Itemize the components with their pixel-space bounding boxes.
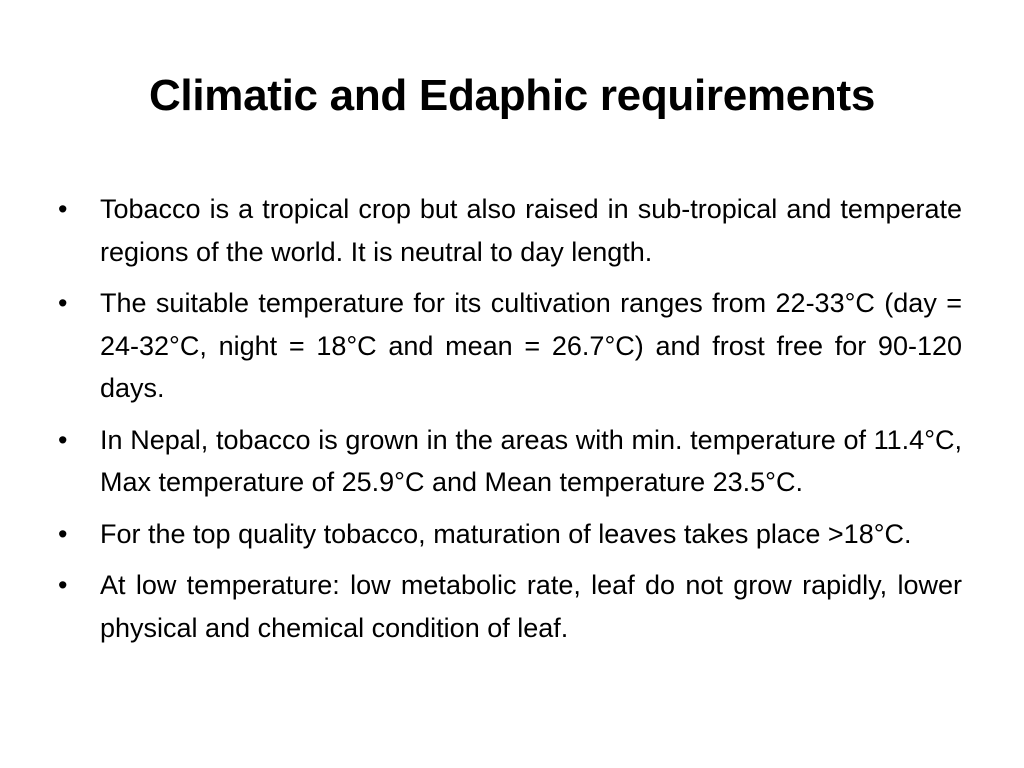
bullet-icon: •: [58, 518, 68, 549]
bullet-item: [56, 419, 962, 504]
bullet-text: The suitable temperature for its cultivation ranges from 22-33°C (day = 24-32°C, night = 18°C and mean = 26.7°C) and frost free for 90-120 days.: [100, 288, 962, 403]
bullet-item: [56, 564, 962, 649]
bullet-item: [56, 513, 962, 556]
bullet-icon: •: [58, 570, 68, 600]
bullet-icon: •: [58, 288, 68, 318]
bullet-text: At low temperature: low metabolic rate, leaf do not grow rapidly, lower physical and chemical condition of leaf.: [100, 570, 962, 643]
bullet-text: In Nepal, tobacco is grown in the areas with min. temperature of 11.4°C, Max temperature of 25.9°C and Mean temperature 23.5°C.: [100, 424, 962, 497]
bullet-text: Tobacco is a tropical crop but also raised in sub-tropical and temperate regions of the world. It is neutral to day length.: [100, 194, 962, 267]
bullet-icon: •: [58, 194, 68, 224]
bullet-text: For the top quality tobacco, maturation of leaves takes place >18°C.: [100, 518, 912, 549]
bullet-list: [56, 188, 962, 658]
slide-title: Climatic and Edaphic requirements: [148, 71, 876, 120]
bullet-item: [56, 282, 962, 410]
bullet-icon: •: [58, 424, 68, 455]
bullet-item: [56, 188, 962, 273]
